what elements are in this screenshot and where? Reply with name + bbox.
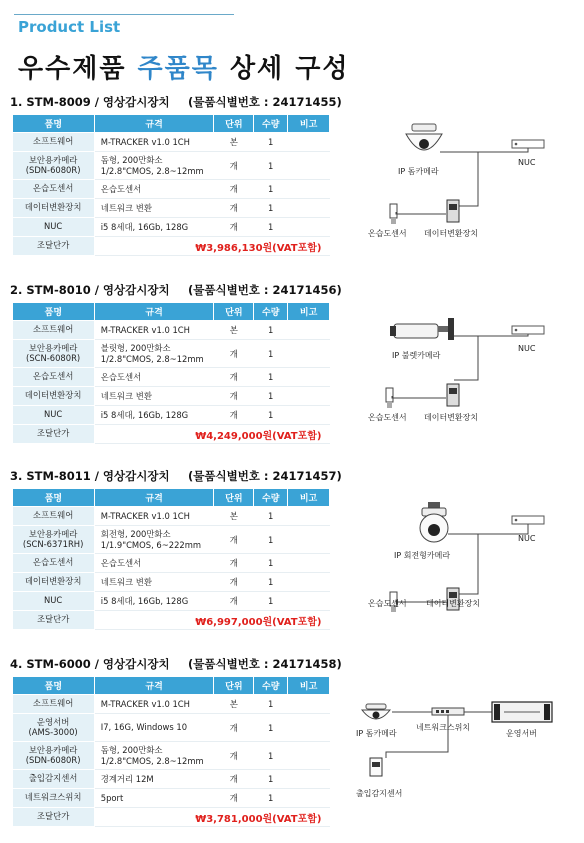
item-spec: i5 8세대, 16Gb, 128G [94, 218, 214, 237]
config-diagram [360, 494, 570, 634]
table-row [13, 340, 330, 368]
item-qty: 1 [254, 340, 288, 368]
item-qty: 1 [254, 152, 288, 180]
item-name: 출입감지센서 [13, 770, 95, 789]
price-row [13, 425, 330, 444]
item-qty: 1 [254, 387, 288, 406]
price-label: 조달단가 [13, 237, 95, 256]
col-note: 비고 [288, 303, 330, 321]
item-note [288, 199, 330, 218]
item-note [288, 573, 330, 592]
item-note [288, 714, 330, 742]
col-note: 비고 [288, 677, 330, 695]
camera-label: IP 돔카메라 [356, 729, 397, 738]
table-row [13, 152, 330, 180]
item-name: 소프트웨어 [13, 321, 95, 340]
item-qty: 1 [254, 133, 288, 152]
price-value: ₩4,249,000원(VAT포함) [94, 425, 329, 444]
col-unit: 단위 [214, 115, 254, 133]
col-note: 비고 [288, 115, 330, 133]
item-note [288, 406, 330, 425]
item-name: NUC [13, 406, 95, 425]
item-name: 데이터변환장치 [13, 573, 95, 592]
price-row [13, 808, 330, 827]
col-spec: 규격 [94, 677, 214, 695]
header-rule [14, 14, 234, 15]
col-spec: 규격 [94, 489, 214, 507]
table-row [13, 770, 330, 789]
col-unit: 단위 [214, 677, 254, 695]
entry-sensor-label: 출입감지센서 [356, 789, 403, 798]
item-name: 보안용카메라 (SDN-6080R) [13, 152, 95, 180]
section-title: 3. STM-8011 / 영상감시장치 [10, 469, 170, 483]
item-unit: 본 [214, 695, 254, 714]
item-spec: M-TRACKER v1.0 1CH [94, 507, 214, 526]
table-row [13, 406, 330, 425]
table-row [13, 368, 330, 387]
table-header [13, 489, 330, 507]
item-qty: 1 [254, 507, 288, 526]
item-note [288, 152, 330, 180]
table-row [13, 218, 330, 237]
item-unit: 개 [214, 526, 254, 554]
item-qty: 1 [254, 742, 288, 770]
title-accent: 주품목 [137, 54, 219, 84]
camera-label: IP 불렛카메라 [392, 351, 441, 360]
spec-table [12, 488, 330, 630]
item-unit: 개 [214, 218, 254, 237]
item-unit: 개 [214, 152, 254, 180]
item-unit: 개 [214, 770, 254, 789]
item-unit: 본 [214, 321, 254, 340]
spec-table [12, 302, 330, 444]
item-name: 온습도센서 [13, 180, 95, 199]
server-icon [492, 702, 552, 722]
col-spec: 규격 [94, 303, 214, 321]
col-name: 품명 [13, 303, 95, 321]
item-name: 데이터변환장치 [13, 387, 95, 406]
col-spec: 규격 [94, 115, 214, 133]
item-unit: 개 [214, 387, 254, 406]
bullet-camera-icon [390, 318, 454, 340]
config-diagram [360, 118, 570, 248]
title-prefix: 우수제품 [18, 54, 138, 84]
item-name: 소프트웨어 [13, 695, 95, 714]
item-qty: 1 [254, 218, 288, 237]
item-qty: 1 [254, 714, 288, 742]
item-spec: 5port [94, 789, 214, 808]
item-note [288, 321, 330, 340]
item-spec: 네트워크 변환 [94, 387, 214, 406]
camera-label: IP 돔카메라 [398, 167, 439, 176]
network-switch-icon [432, 708, 464, 715]
item-qty: 1 [254, 695, 288, 714]
item-qty: 1 [254, 180, 288, 199]
section-id: (물품식별번호 : 24171458) [188, 657, 342, 671]
col-unit: 단위 [214, 489, 254, 507]
item-unit: 본 [214, 133, 254, 152]
nuc-label: NUC [518, 534, 536, 543]
spec-table [12, 676, 330, 827]
item-qty: 1 [254, 368, 288, 387]
config-diagram [356, 702, 576, 812]
item-spec: M-TRACKER v1.0 1CH [94, 133, 214, 152]
converter-label: 데이터변환장치 [424, 413, 479, 422]
col-unit: 단위 [214, 303, 254, 321]
item-note [288, 340, 330, 368]
item-qty: 1 [254, 770, 288, 789]
item-qty: 1 [254, 199, 288, 218]
diagram-lines [360, 494, 570, 634]
item-name: 보안용카메라 (SCN-6080R) [13, 340, 95, 368]
item-spec: 네트워크 변환 [94, 573, 214, 592]
nuc-icon [512, 326, 544, 334]
spec-table [12, 114, 330, 256]
nuc-icon [512, 140, 544, 148]
switch-label: 네트워크스위치 [416, 723, 471, 732]
item-note [288, 507, 330, 526]
col-note: 비고 [288, 489, 330, 507]
header-label: Product List [18, 18, 121, 36]
item-name: 데이터변환장치 [13, 199, 95, 218]
item-note [288, 789, 330, 808]
item-qty: 1 [254, 554, 288, 573]
table-row [13, 133, 330, 152]
camera-label: IP 회전형카메라 [394, 551, 451, 560]
item-name: 보안용카메라 (SCN-6371RH) [13, 526, 95, 554]
item-spec: 온습도센서 [94, 368, 214, 387]
item-qty: 1 [254, 526, 288, 554]
item-spec: 블릿형, 200만화소 1/2.8"CMOS, 2.8~12mm [94, 340, 214, 368]
item-spec: 네트워크 변환 [94, 199, 214, 218]
item-name: 네트워크스위치 [13, 789, 95, 808]
item-qty: 1 [254, 789, 288, 808]
price-row [13, 611, 330, 630]
col-name: 품명 [13, 677, 95, 695]
table-row [13, 199, 330, 218]
price-value: ₩6,997,000원(VAT포함) [94, 611, 329, 630]
title-suffix: 상세 구성 [218, 54, 350, 84]
item-unit: 본 [214, 507, 254, 526]
item-spec: 돔형, 200만화소 1/2.8"CMOS, 2.8~12mm [94, 742, 214, 770]
col-qty: 수량 [254, 115, 288, 133]
col-qty: 수량 [254, 677, 288, 695]
converter-label: 데이터변환장치 [424, 229, 479, 238]
table-row [13, 695, 330, 714]
sensor-label: 온습도센서 [368, 229, 407, 238]
item-unit: 개 [214, 406, 254, 425]
item-qty: 1 [254, 573, 288, 592]
item-spec: 온습도센서 [94, 554, 214, 573]
item-note [288, 592, 330, 611]
dome-camera-icon [362, 704, 390, 719]
col-name: 품명 [13, 115, 95, 133]
item-spec: 회전형, 200만화소 1/1.9"CMOS, 6~222mm [94, 526, 214, 554]
sensor-label: 온습도센서 [368, 413, 407, 422]
item-note [288, 180, 330, 199]
table-header [13, 115, 330, 133]
item-unit: 개 [214, 180, 254, 199]
section-title: 4. STM-6000 / 영상감시장치 [10, 657, 170, 671]
item-unit: 개 [214, 714, 254, 742]
item-name: 운영서버 (AMS-3000) [13, 714, 95, 742]
sensor-label: 온습도센서 [368, 599, 407, 608]
item-note [288, 368, 330, 387]
price-value: ₩3,986,130원(VAT포함) [94, 237, 329, 256]
item-spec: 돔형, 200만화소 1/2.8"CMOS, 2.8~12mm [94, 152, 214, 180]
table-row [13, 592, 330, 611]
section-id: (물품식별번호 : 24171455) [188, 95, 342, 109]
item-unit: 개 [214, 554, 254, 573]
converter-label: 데이터변환장치 [426, 599, 481, 608]
item-name: NUC [13, 592, 95, 611]
price-value: ₩3,781,000원(VAT포함) [94, 808, 329, 827]
table-row [13, 573, 330, 592]
item-spec: M-TRACKER v1.0 1CH [94, 321, 214, 340]
item-spec: 온습도센서 [94, 180, 214, 199]
item-note [288, 770, 330, 789]
item-unit: 개 [214, 592, 254, 611]
item-unit: 개 [214, 340, 254, 368]
item-unit: 개 [214, 789, 254, 808]
item-note [288, 742, 330, 770]
table-header [13, 677, 330, 695]
nuc-label: NUC [518, 158, 536, 167]
table-header [13, 303, 330, 321]
item-note [288, 133, 330, 152]
item-name: NUC [13, 218, 95, 237]
table-row [13, 321, 330, 340]
item-spec: M-TRACKER v1.0 1CH [94, 695, 214, 714]
table-row [13, 526, 330, 554]
section-title: 2. STM-8010 / 영상감시장치 [10, 283, 170, 297]
item-note [288, 387, 330, 406]
price-label: 조달단가 [13, 808, 95, 827]
item-note [288, 218, 330, 237]
nuc-label: NUC [518, 344, 536, 353]
col-name: 품명 [13, 489, 95, 507]
col-qty: 수량 [254, 303, 288, 321]
table-row [13, 554, 330, 573]
item-note [288, 526, 330, 554]
item-unit: 개 [214, 368, 254, 387]
item-name: 보안용카메라 (SDN-6080R) [13, 742, 95, 770]
config-diagram [360, 312, 570, 442]
item-unit: 개 [214, 573, 254, 592]
section-id: (물품식별번호 : 24171457) [188, 469, 342, 483]
nuc-icon [512, 516, 544, 524]
ptz-camera-icon [420, 502, 448, 542]
item-spec: i5 8세대, 16Gb, 128G [94, 406, 214, 425]
item-qty: 1 [254, 406, 288, 425]
item-qty: 1 [254, 592, 288, 611]
price-label: 조달단가 [13, 425, 95, 444]
item-unit: 개 [214, 742, 254, 770]
item-note [288, 554, 330, 573]
table-row [13, 507, 330, 526]
converter-icon [447, 384, 459, 406]
table-row [13, 742, 330, 770]
server-label: 운영서버 [506, 729, 537, 738]
section-title: 1. STM-8009 / 영상감시장치 [10, 95, 170, 109]
item-spec: 경계거리 12M [94, 770, 214, 789]
section-id: (물품식별번호 : 24171456) [188, 283, 342, 297]
page-title [18, 48, 349, 85]
price-row [13, 237, 330, 256]
table-row [13, 387, 330, 406]
table-row [13, 789, 330, 808]
col-qty: 수량 [254, 489, 288, 507]
dome-camera-icon [406, 124, 442, 150]
converter-icon [447, 200, 459, 222]
item-spec: i5 8세대, 16Gb, 128G [94, 592, 214, 611]
item-name: 온습도센서 [13, 554, 95, 573]
item-spec: I7, 16G, Windows 10 [94, 714, 214, 742]
price-label: 조달단가 [13, 611, 95, 630]
entry-sensor-icon [370, 758, 382, 776]
item-unit: 개 [214, 199, 254, 218]
table-row [13, 180, 330, 199]
item-qty: 1 [254, 321, 288, 340]
item-name: 소프트웨어 [13, 133, 95, 152]
table-row [13, 714, 330, 742]
item-note [288, 695, 330, 714]
item-name: 온습도센서 [13, 368, 95, 387]
item-name: 소프트웨어 [13, 507, 95, 526]
